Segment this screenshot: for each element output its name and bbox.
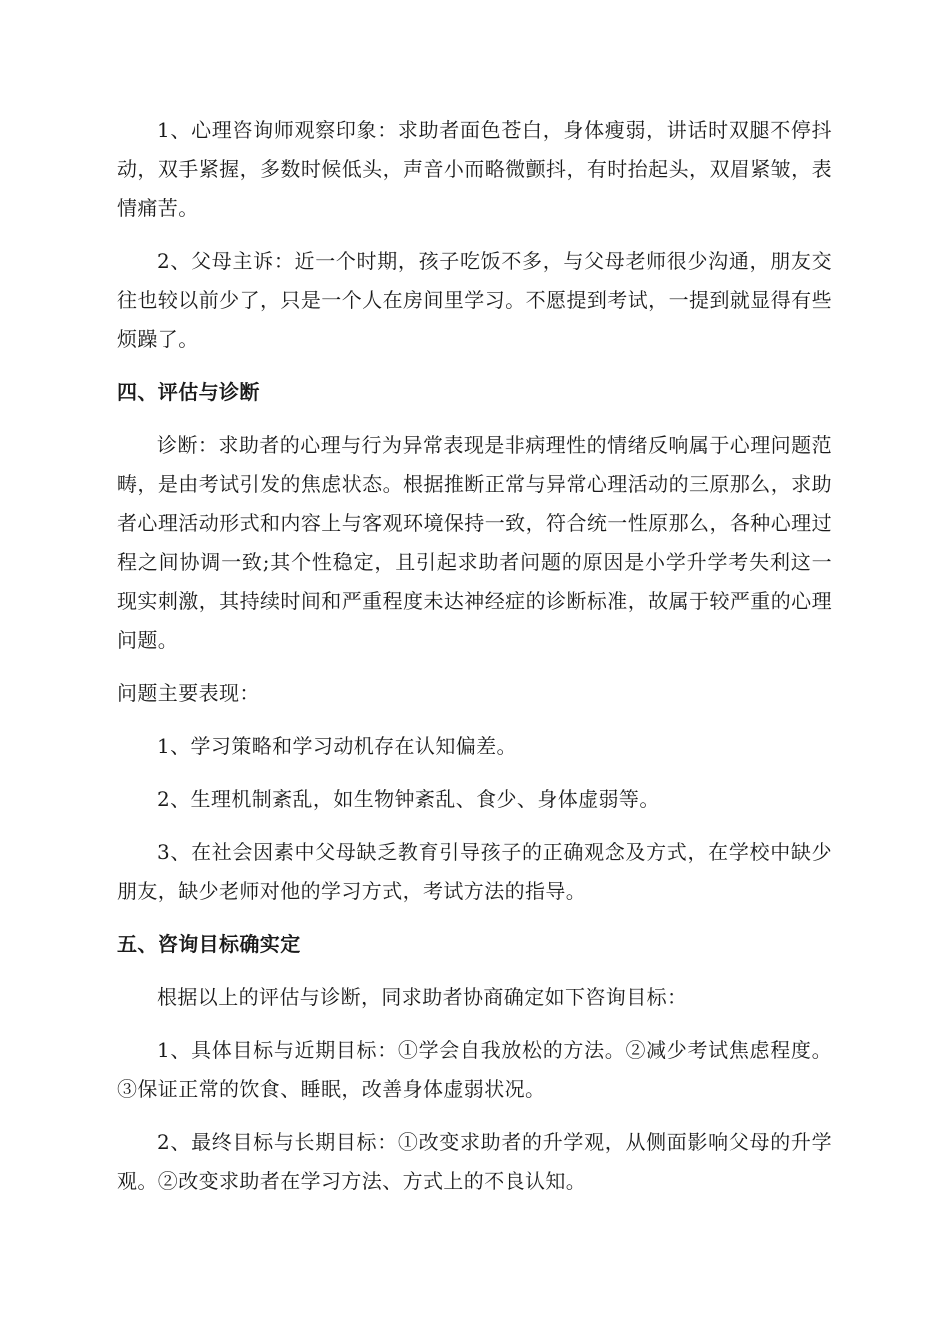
paragraph-counselor-observation: 1、心理咨询师观察印象：求助者面色苍白，身体瘦弱，讲话时双腿不停抖动，双手紧握，多数时候低头，声音小而略微颤抖，有时抬起头，双眉紧皱，表情痛苦。 bbox=[117, 118, 832, 220]
paragraph-diagnosis: 诊断：求助者的心理与行为异常表现是非病理性的情绪反响属于心理问题范畴，是由考试引发的焦虑状态。根据推断正常与异常心理活动的三原那么，求助者心理活动形式和内容上与客观环境保持一致，符合统一性原那么，各种心理过程之间协调一致;其个性稳定，且引起求助者问题的原因是小学升学考失利这一现实刺激，其持续时间和严重程度未达神经症的诊断标准，故属于较严重的心理问题。 bbox=[117, 433, 832, 652]
list-item-problem-2: 2、生理机制紊乱，如生物钟紊乱、食少、身体虚弱等。 bbox=[157, 787, 660, 811]
section-heading-counseling-goals: 五、咨询目标确实定 bbox=[117, 932, 301, 956]
paragraph-goals-intro: 根据以上的评估与诊断，同求助者协商确定如下咨询目标： bbox=[157, 985, 688, 1009]
list-item-problem-3: 3、在社会因素中父母缺乏教育引导孩子的正确观念及方式，在学校中缺少朋友，缺少老师对他的学习方式，考试方法的指导。 bbox=[117, 840, 832, 903]
list-item-goal-2: 2、最终目标与长期目标：①改变求助者的升学观，从侧面影响父母的升学观。②改变求助者在学习方法、方式上的不良认知。 bbox=[117, 1130, 832, 1193]
list-item-problem-1: 1、学习策略和学习动机存在认知偏差。 bbox=[157, 734, 517, 758]
paragraph-main-problems-label: 问题主要表现： bbox=[117, 681, 260, 705]
list-item-goal-1: 1、具体目标与近期目标：①学会自我放松的方法。②减少考试焦虑程度。③保证正常的饮食、睡眠，改善身体虚弱状况。 bbox=[117, 1038, 832, 1101]
paragraph-parent-complaint: 2、父母主诉：近一个时期，孩子吃饭不多，与父母老师很少沟通，朋友交往也较以前少了，只是一个人在房间里学习。不愿提到考试，一提到就显得有些烦躁了。 bbox=[117, 249, 832, 351]
section-heading-assessment-diagnosis: 四、评估与诊断 bbox=[117, 380, 260, 404]
